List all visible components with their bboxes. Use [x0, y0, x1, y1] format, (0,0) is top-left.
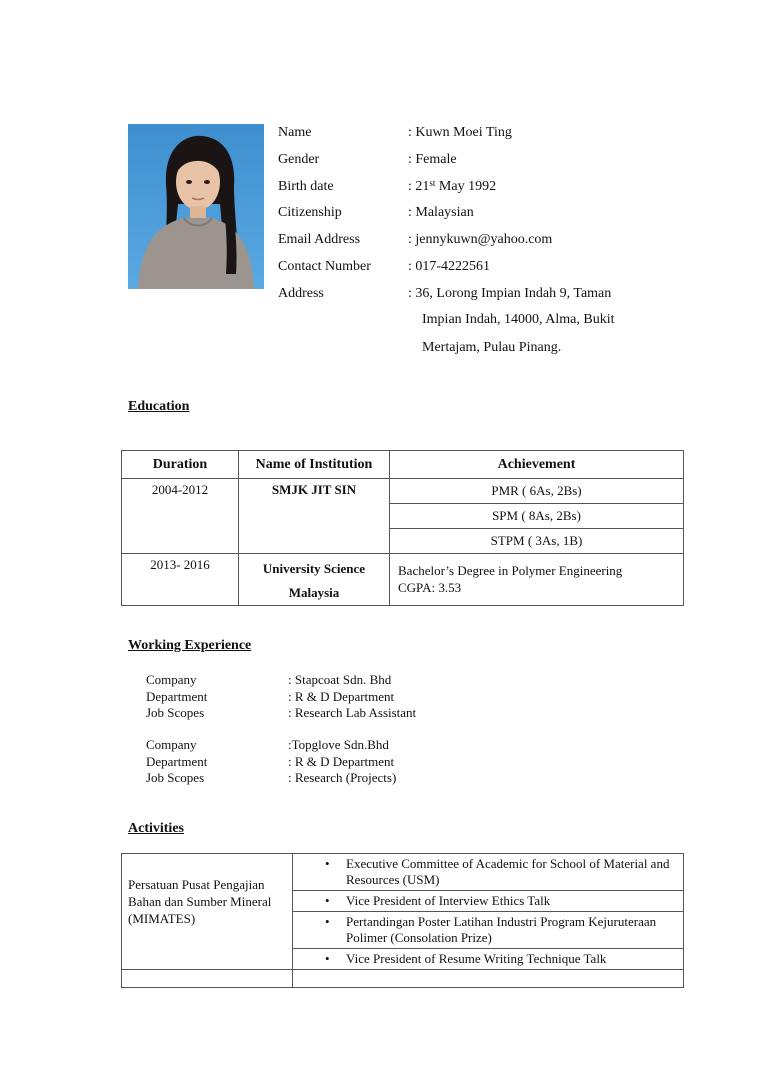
job-scope-label: Job Scopes: [146, 770, 205, 785]
duration-cell: 2004-2012: [122, 479, 239, 554]
birth-date-value: : 21st May 1992: [408, 178, 497, 194]
table-row: [122, 970, 684, 988]
activity-item: • Pertandingan Poster Latihan Industri Program Kejuruteraan Polimer (Consolation Prize): [293, 912, 684, 949]
address-label: Address: [278, 286, 324, 301]
achievement-cell: STPM ( 3As, 1B): [390, 529, 684, 554]
activity-item: • Vice President of Resume Writing Technique Talk: [293, 949, 684, 970]
activity-item: • Vice President of Interview Ethics Talk: [293, 891, 684, 912]
institution-cell: SMJK JIT SIN: [239, 479, 390, 554]
education-header-row: [122, 451, 684, 479]
empty-cell: [293, 970, 684, 988]
table-row: [122, 554, 684, 606]
department-value: : R & D Department: [288, 754, 395, 769]
company-label: Company: [146, 737, 197, 752]
address-line-3: Mertajam, Pulau Pinang.: [422, 340, 562, 355]
header-institution: Name of Institution: [239, 451, 390, 479]
citizenship-value: : Malaysian: [408, 205, 474, 220]
education-heading: Education: [128, 399, 190, 414]
gender-value: : Female: [408, 152, 457, 167]
company-value: : Stapcoat Sdn. Bhd: [288, 672, 392, 687]
table-row: [122, 854, 684, 891]
job-scope-label: Job Scopes: [146, 705, 205, 720]
activities-heading: Activities: [128, 821, 184, 836]
company-label: Company: [146, 672, 197, 687]
name-label: Name: [278, 125, 312, 140]
department-label: Department: [146, 689, 208, 704]
bullet-icon: •: [325, 951, 330, 966]
email-value[interactable]: : jennykuwn@yahoo.com: [408, 232, 553, 247]
achievement-cell: PMR ( 6As, 2Bs): [390, 479, 684, 504]
job-scope-value: : Research (Projects): [288, 770, 397, 785]
address-line-1: : 36, Lorong Impian Indah 9, Taman: [408, 286, 612, 301]
header-achievement: Achievement: [390, 451, 684, 479]
gender-label: Gender: [278, 152, 320, 167]
work-heading: Working Experience: [128, 638, 252, 653]
contact-label: Contact Number: [278, 259, 371, 274]
organization-cell: Persatuan Pusat Pengajian Bahan dan Sumber Mineral (MIMATES): [122, 854, 293, 970]
address-line-2: Impian Indah, 14000, Alma, Bukit: [422, 312, 615, 327]
job-scope-value: : Research Lab Assistant: [288, 705, 417, 720]
profile-photo: [128, 124, 264, 289]
achievement-cell: SPM ( 8As, 2Bs): [390, 504, 684, 529]
achievement-cell: Bachelor’s Degree in Polymer Engineering CGPA: 3.53: [390, 554, 684, 606]
table-row: [122, 479, 684, 504]
empty-cell: [122, 970, 293, 988]
name-value: : Kuwn Moei Ting: [408, 125, 512, 140]
email-label: Email Address: [278, 232, 361, 247]
department-label: Department: [146, 754, 208, 769]
institution-cell: University Science Malaysia: [239, 554, 390, 606]
contact-value: : 017-4222561: [408, 259, 491, 274]
bullet-icon: •: [325, 914, 330, 929]
bullet-icon: •: [325, 893, 330, 908]
duration-cell: 2013- 2016: [122, 554, 239, 606]
bullet-icon: •: [325, 856, 330, 871]
department-value: : R & D Department: [288, 689, 395, 704]
education-table: [121, 450, 684, 606]
citizenship-label: Citizenship: [278, 205, 342, 220]
birth-date-label: Birth date: [278, 179, 334, 194]
header-duration: Duration: [122, 451, 239, 479]
activities-table: [121, 853, 684, 988]
activity-item: • Executive Committee of Academic for School of Material and Resources (USM): [293, 854, 684, 891]
company-value: :Topglove Sdn.Bhd: [288, 737, 389, 752]
